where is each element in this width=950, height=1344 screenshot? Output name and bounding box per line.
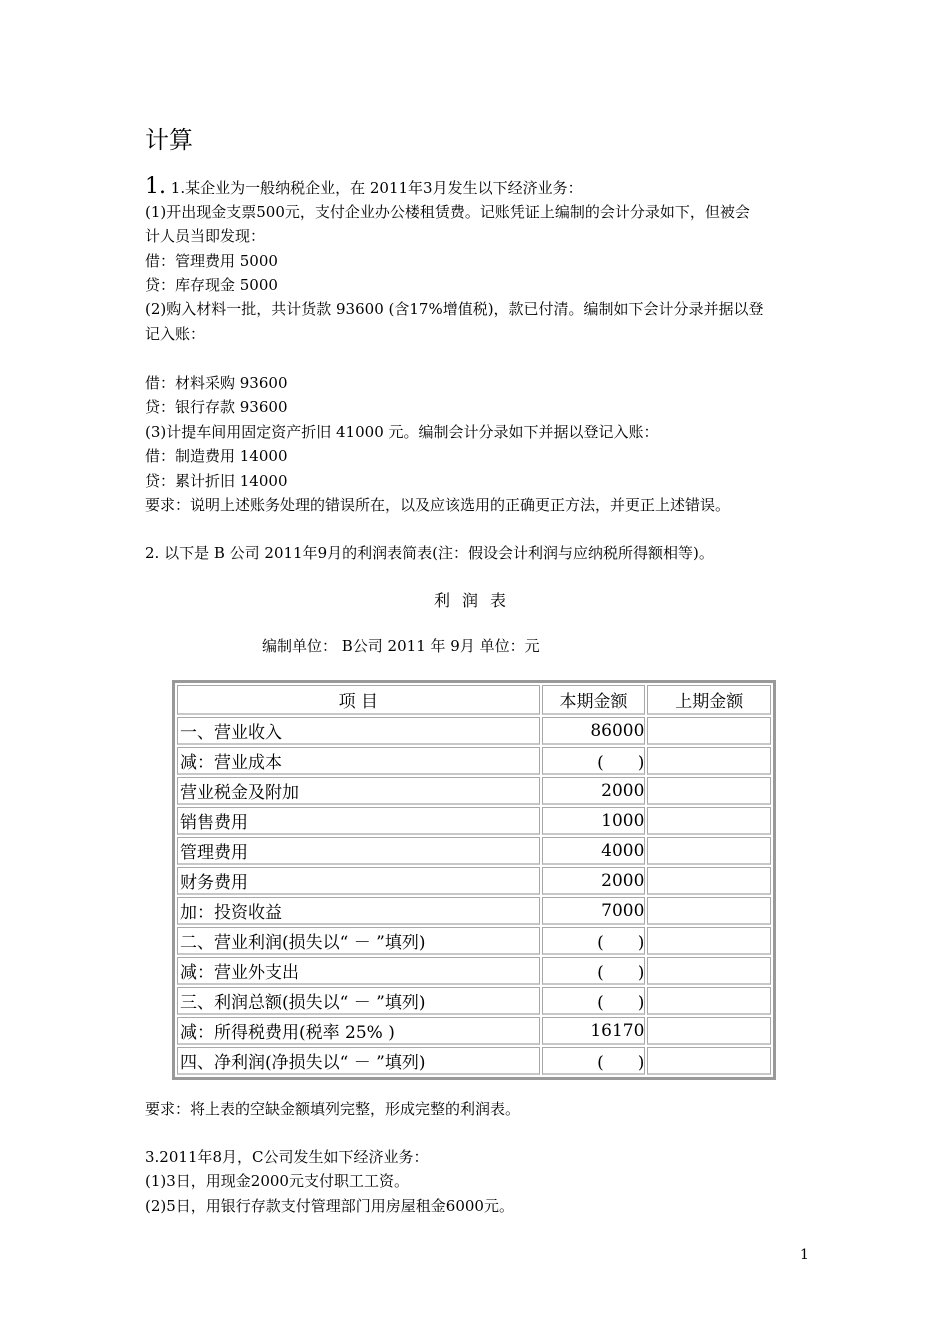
q1-number: 1. — [145, 174, 166, 199]
table-row — [177, 1017, 771, 1045]
table-row — [177, 777, 771, 805]
q2-requirement: 要求：将上表的空缺金额填列完整，形成完整的利润表。 — [145, 1100, 521, 1118]
row-item: 销售费用 — [177, 807, 540, 835]
table-row — [177, 717, 771, 745]
row-current: 1000 — [542, 807, 646, 835]
row-item: 财务费用 — [177, 867, 540, 895]
q1-intro: 1.某企业为一般纳税企业，在 2011年3月发生以下经济业务： — [170, 179, 583, 197]
q3-line: 3.2011年8月，C公司发生如下经济业务： — [145, 1148, 429, 1166]
row-current: ( ) — [542, 1047, 646, 1075]
row-current: ( ) — [542, 987, 646, 1015]
q2-intro: 2. 以下是 B 公司 2011年9月的利润表简表(注：假设会计利润与应纳税所得额相等)。 — [145, 544, 714, 562]
q1-line: 借：材料采购 93600 — [145, 374, 288, 392]
table-header-row — [177, 685, 771, 715]
row-current: 4000 — [542, 837, 646, 865]
row-previous — [647, 927, 771, 955]
row-item: 加：投资收益 — [177, 897, 540, 925]
q1-line: 贷：累计折旧 14000 — [145, 472, 288, 490]
table-row — [177, 1047, 771, 1075]
q1-requirement: 要求：说明上述账务处理的错误所在，以及应该选用的正确更正方法，并更正上述错误。 — [145, 496, 731, 514]
row-current: 2000 — [542, 777, 646, 805]
row-previous — [647, 867, 771, 895]
table-row — [177, 897, 771, 925]
row-previous — [647, 717, 771, 745]
header-item: 项 目 — [177, 685, 540, 715]
row-item: 二、营业利润(损失以“ － ”填列) — [177, 927, 540, 955]
section-heading: 计算 — [145, 126, 193, 154]
q1-line: 借：制造费用 14000 — [145, 447, 288, 465]
q1-line: 贷：银行存款 93600 — [145, 398, 288, 416]
row-current: 86000 — [542, 717, 646, 745]
row-current: 7000 — [542, 897, 646, 925]
row-item: 减：营业成本 — [177, 747, 540, 775]
row-current: 16170 — [542, 1017, 646, 1045]
income-statement-table — [172, 680, 776, 1080]
table-title: 利润表 — [434, 591, 519, 610]
table-subtitle: 编制单位： B公司 2011 年 9月 单位：元 — [262, 637, 540, 655]
row-previous — [647, 1017, 771, 1045]
row-item: 减：营业外支出 — [177, 957, 540, 985]
q1-line: 贷：库存现金 5000 — [145, 276, 278, 294]
q1-line: 计人员当即发现： — [145, 227, 266, 245]
row-previous — [647, 987, 771, 1015]
row-previous — [647, 897, 771, 925]
q3-line: (1)3日，用现金2000元支付职工工资。 — [145, 1172, 409, 1190]
q1-line: 记入账： — [145, 325, 206, 343]
row-current: 2000 — [542, 867, 646, 895]
q1-line: (1)开出现金支票500元，支付企业办公楼租赁费。记账凭证上编制的会计分录如下，但被会 — [145, 203, 750, 221]
row-current: ( ) — [542, 927, 646, 955]
q1-line: (3)计提车间用固定资产折旧 41000 元。编制会计分录如下并据以登记入账： — [145, 423, 659, 441]
row-item: 一、营业收入 — [177, 717, 540, 745]
table-row — [177, 987, 771, 1015]
header-current-amount: 本期金额 — [542, 685, 646, 715]
row-item: 营业税金及附加 — [177, 777, 540, 805]
row-current: ( ) — [542, 957, 646, 985]
row-previous — [647, 807, 771, 835]
table-row — [177, 867, 771, 895]
page-number: 1 — [800, 1247, 809, 1263]
row-current: ( ) — [542, 747, 646, 775]
row-previous — [647, 837, 771, 865]
table-row — [177, 837, 771, 865]
row-previous — [647, 777, 771, 805]
q3-line: (2)5日，用银行存款支付管理部门用房屋租金6000元。 — [145, 1197, 514, 1215]
row-previous — [647, 1047, 771, 1075]
q1-intro-line — [145, 174, 583, 199]
header-previous-amount: 上期金额 — [647, 685, 771, 715]
row-previous — [647, 957, 771, 985]
row-item: 减：所得税费用(税率 25% ) — [177, 1017, 540, 1045]
q1-line: 借：管理费用 5000 — [145, 252, 278, 270]
row-previous — [647, 747, 771, 775]
row-item: 四、净利润(净损失以“ － ”填列) — [177, 1047, 540, 1075]
table-row — [177, 747, 771, 775]
table-row — [177, 957, 771, 985]
table-row — [177, 927, 771, 955]
q1-line: (2)购入材料一批，共计货款 93600 (含17%增值税)，款已付清。编制如下会计分录并据以登 — [145, 300, 764, 318]
row-item: 管理费用 — [177, 837, 540, 865]
table-row — [177, 807, 771, 835]
row-item: 三、利润总额(损失以“ － ”填列) — [177, 987, 540, 1015]
